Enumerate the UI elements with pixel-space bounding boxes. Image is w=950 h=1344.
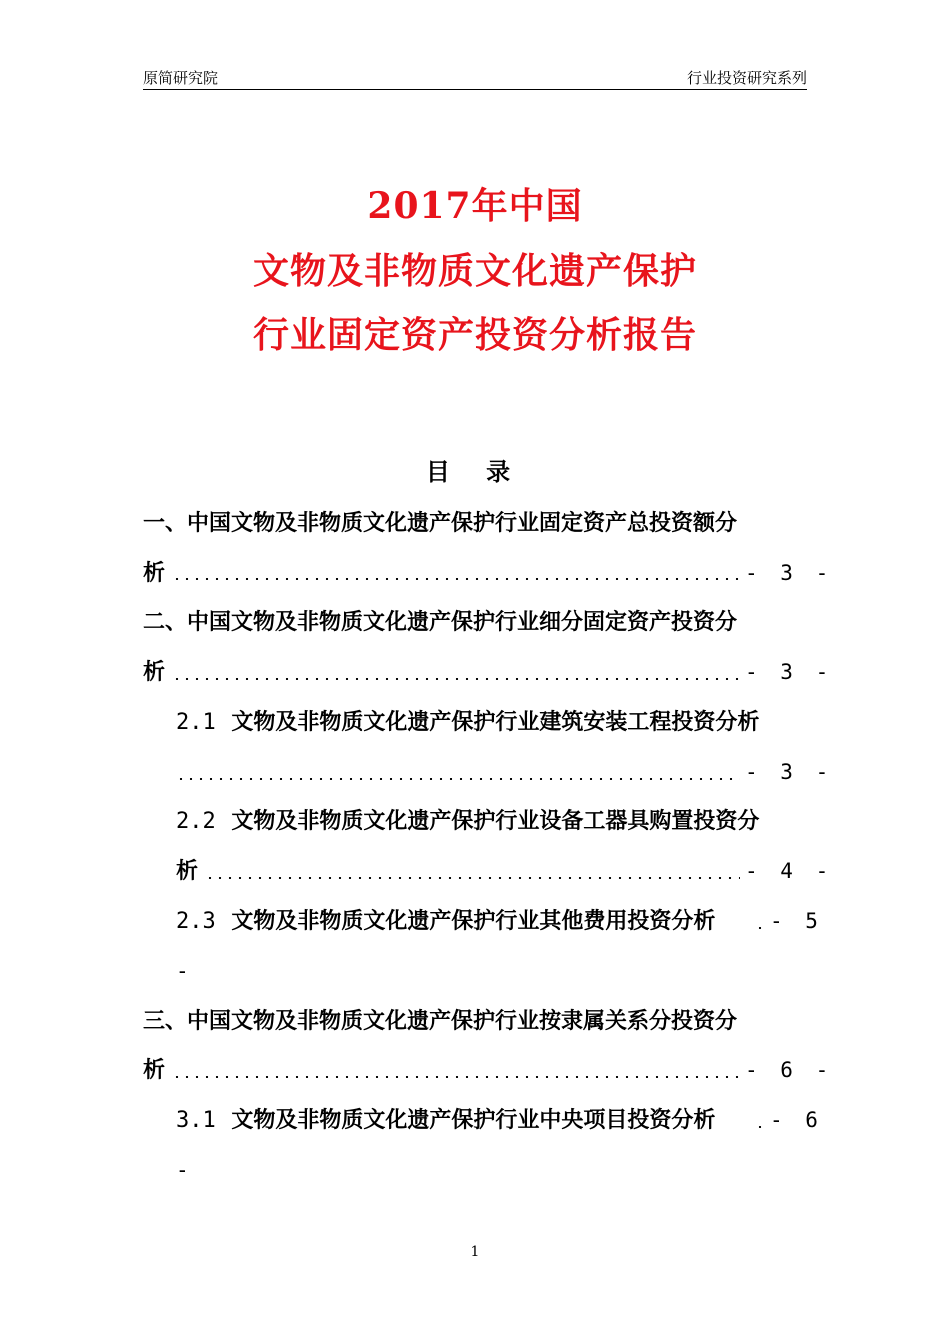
report-title-line-2: 文物及非物质文化遗产保护 — [252, 250, 697, 292]
header-rule — [143, 89, 807, 90]
toc-page-number-cont: - — [176, 959, 194, 983]
toc-item-1-cont[interactable] — [143, 558, 165, 588]
toc-page-number: - 6 — [770, 1108, 823, 1132]
toc-page-number: - 5 — [770, 909, 823, 933]
toc-item-text: 文物及非物质文化遗产保护行业设备工器具购置投资分 — [231, 808, 760, 834]
toc-leader-dots — [205, 877, 740, 879]
header-series: 行业投资研究系列 — [686, 69, 807, 87]
toc-leader-dots — [172, 578, 740, 580]
toc-item-text: 析 — [143, 1057, 166, 1083]
toc-page-number: - 4 - — [745, 859, 834, 883]
report-title-line-3: 行业固定资产投资分析报告 — [252, 314, 697, 356]
report-title-line-1: 2017年中国 — [367, 185, 583, 227]
toc-item-1[interactable] — [143, 508, 737, 538]
toc-item-3[interactable] — [143, 1006, 737, 1036]
toc-item-text: 文物及非物质文化遗产保护行业建筑安装工程投资分析 — [231, 709, 760, 735]
toc-page-number: - 3 - — [745, 760, 834, 784]
toc-item-text: 析 — [143, 659, 166, 685]
toc-item-number: 2.2 — [176, 809, 216, 834]
toc-item-text: 一、中国文物及非物质文化遗产保护行业固定资产总投资额分 — [143, 510, 738, 536]
toc-item-number: 3.1 — [176, 1108, 216, 1133]
toc-item-text: 文物及非物质文化遗产保护行业其他费用投资分析 — [231, 908, 716, 934]
toc-item-text: 析 — [143, 560, 166, 586]
toc-leader-dots — [172, 1076, 740, 1078]
toc-leader-dots — [755, 927, 767, 929]
toc-item-text: 析 — [176, 858, 199, 884]
footer-page-number: 1 — [470, 1244, 480, 1260]
toc-page-number: - 6 - — [745, 1058, 834, 1082]
toc-item-3-1[interactable] — [176, 1105, 715, 1136]
toc-leader-dots — [172, 678, 740, 680]
toc-item-3-cont[interactable] — [143, 1055, 165, 1085]
toc-item-text: 三、中国文物及非物质文化遗产保护行业按隶属关系分投资分 — [143, 1008, 738, 1034]
toc-item-text: 文物及非物质文化遗产保护行业中央项目投资分析 — [231, 1107, 716, 1133]
header-institute: 原简研究院 — [143, 69, 219, 87]
toc-item-2-2[interactable] — [176, 806, 759, 837]
toc-item-2-1[interactable] — [176, 707, 759, 738]
toc-item-2-2-cont[interactable] — [176, 856, 198, 886]
toc-item-2[interactable] — [143, 607, 737, 637]
toc-page-number-cont: - — [176, 1158, 194, 1182]
toc-leader-dots — [755, 1126, 767, 1128]
toc-item-2-cont[interactable] — [143, 657, 165, 687]
toc-item-2-3[interactable] — [176, 906, 715, 937]
toc-item-number: 2.3 — [176, 909, 216, 934]
toc-leader-dots — [176, 778, 740, 780]
toc-item-number: 2.1 — [176, 710, 216, 735]
toc-page-number: - 3 - — [745, 561, 834, 585]
toc-item-text: 二、中国文物及非物质文化遗产保护行业细分固定资产投资分 — [143, 609, 738, 635]
toc-page-number: - 3 - — [745, 660, 834, 684]
toc-heading: 目 录 — [425, 457, 525, 486]
